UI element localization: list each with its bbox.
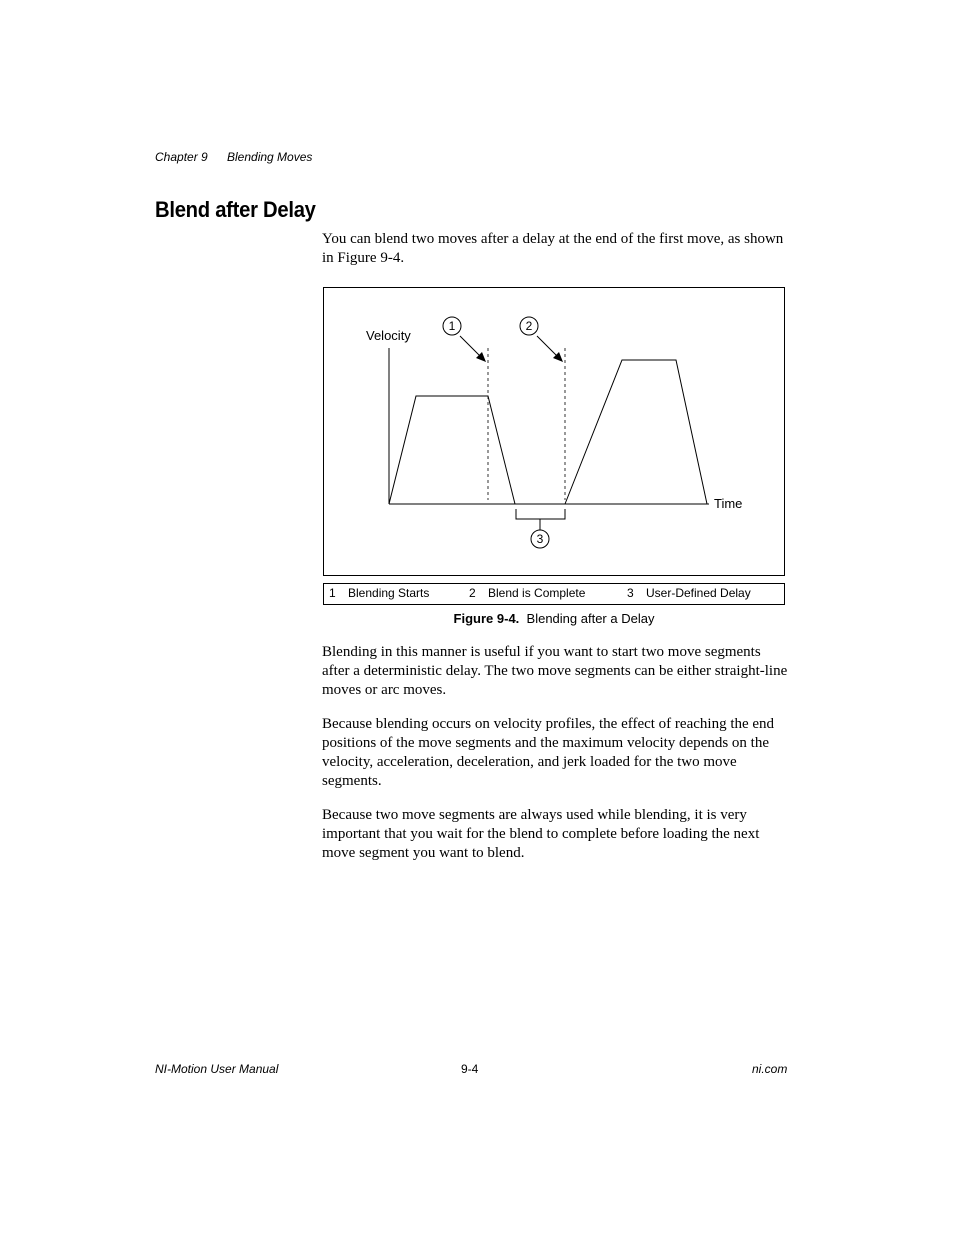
body-paragraph-1: Blending in this manner is useful if you want to start two move segments after a deterministic delay. The two move segments can be either straight-line moves or arc moves. xyxy=(322,644,788,698)
figure-caption xyxy=(323,611,785,626)
figure-diagram xyxy=(323,287,785,576)
legend-text-3: User-Defined Delay xyxy=(646,586,751,600)
intro-paragraph: You can blend two moves after a delay at the end of the first move, as shown in Figure 9-4. xyxy=(322,231,784,266)
x-axis-label: Time xyxy=(714,496,743,511)
legend-text-1: Blending Starts xyxy=(348,586,430,600)
chapter-title: Blending Moves xyxy=(227,150,313,164)
legend-num-2: 2 xyxy=(469,586,476,600)
y-axis-label: Velocity xyxy=(366,328,411,343)
first-move-profile xyxy=(389,396,515,504)
legend-text-2: Blend is Complete xyxy=(488,586,586,600)
callout-3-label: 3 xyxy=(536,532,544,546)
chapter-number: Chapter 9 xyxy=(155,150,208,164)
legend-num-1: 1 xyxy=(329,586,336,600)
figure-caption-text: Blending after a Delay xyxy=(526,611,655,626)
legend-num-3: 3 xyxy=(627,586,634,600)
footer-manual-title: NI-Motion User Manual xyxy=(155,1062,279,1076)
running-header xyxy=(155,150,312,164)
callout-2-arrow xyxy=(537,336,559,358)
body-paragraph-3: Because two move segments are always used while blending, it is very important that you wait for the blend to complete before loading the next move segment you want to blend. xyxy=(322,807,760,861)
callout-1-label: 1 xyxy=(448,319,456,333)
delay-bracket xyxy=(516,509,565,519)
velocity-profile-diagram xyxy=(324,288,786,577)
body-paragraph-2: Because blending occurs on velocity profiles, the effect of reaching the end positions of the move segments and the maximum velocity depends on the velocity, acceleration, deceleration, and jerk loaded for the two move segments. xyxy=(322,716,775,789)
callout-2-label: 2 xyxy=(525,319,533,333)
callout-1-arrow xyxy=(460,336,482,358)
section-title: Blend after Delay xyxy=(155,197,316,222)
second-move-profile xyxy=(565,360,707,504)
footer-website: ni.com xyxy=(752,1062,788,1076)
footer-page-number: 9-4 xyxy=(461,1062,479,1076)
figure-caption-label: Figure 9-4. xyxy=(453,611,520,626)
figure-legend xyxy=(323,583,785,605)
